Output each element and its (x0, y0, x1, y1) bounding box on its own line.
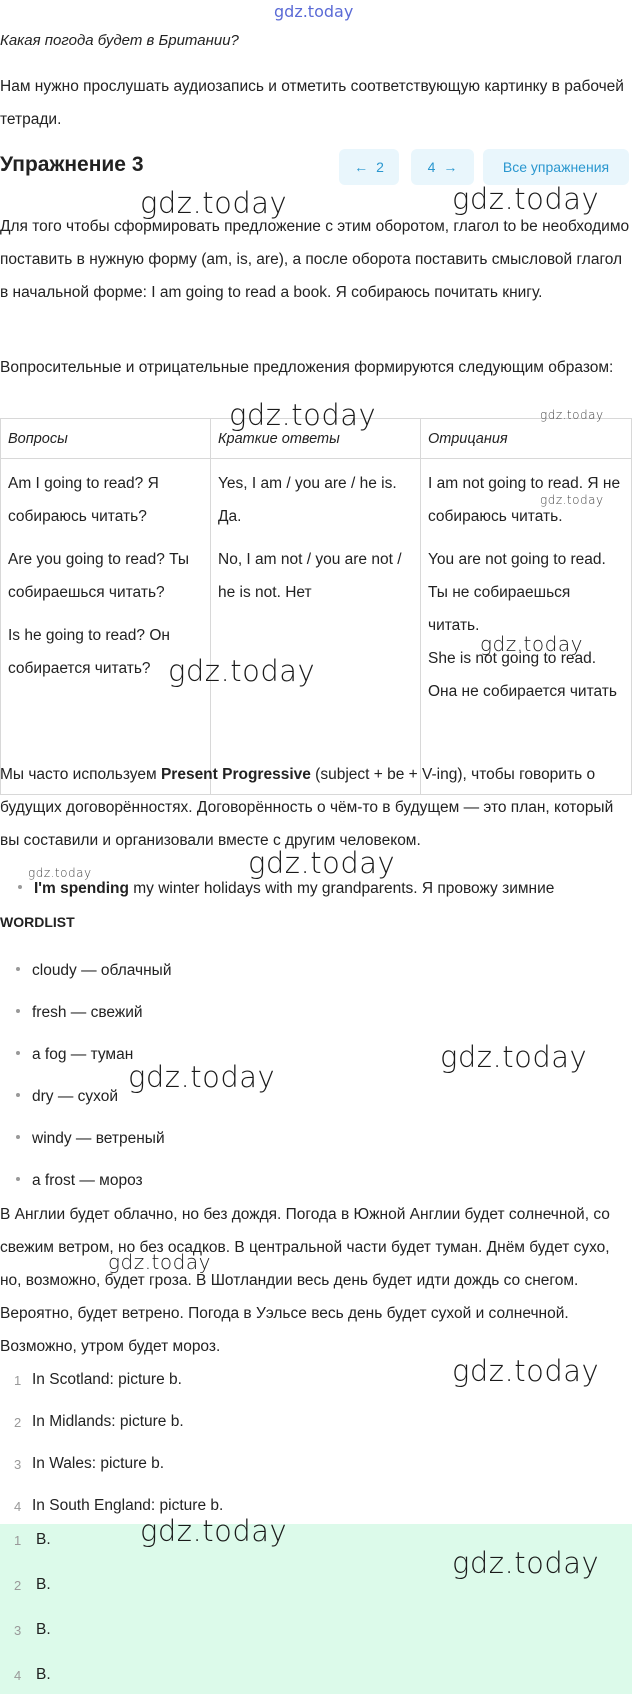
bullet-icon (16, 1177, 20, 1181)
bullet-icon (18, 885, 22, 889)
intro-text: Нам нужно прослушать аудиозапись и отметить соответствующую картинку в рабочей тетради. (0, 78, 624, 128)
prev-exercise-label: 2 (376, 159, 384, 175)
list-item: windy — ветреный (0, 1130, 165, 1148)
watermark: gdz.today (140, 1514, 288, 1548)
paragraph-questions: Вопросительные и отрицательные предложения формируются следующим образом: (0, 359, 614, 376)
table-cell-text: I am not going to read. Я не собираюсь читать. (428, 475, 621, 525)
paragraph-text: (subject + be + V-ing), чтобы говорить о будущих договорённостях. Договорённость о чём-то в будущем — это план, который вы составили и организовали вместе с другим человеком. (0, 766, 614, 849)
answer-item: B. (36, 1666, 51, 1683)
table-header: Вопросы (1, 419, 211, 459)
list-item: a fog — туман (0, 1046, 133, 1064)
arrow-left-icon: ← (354, 159, 369, 175)
exercise-title: Упражнение 3 (0, 153, 144, 176)
list-item: fresh — свежий (0, 1004, 143, 1022)
site-watermark: gdz.today (274, 2, 354, 21)
watermark: gdz.today (108, 1250, 211, 1274)
arrow-right-icon: → (443, 159, 458, 175)
bullet-icon (16, 1009, 20, 1013)
watermark: gdz.today (248, 846, 396, 880)
watermark: gdz.today (229, 398, 377, 432)
watermark: gdz.today (128, 1060, 276, 1094)
answer-item: B. (36, 1621, 51, 1638)
list-item: dry — сухой (0, 1088, 118, 1106)
table-cell-text: You are not going to read. Ты не собираешься читать. (428, 551, 606, 634)
table-cell-text: Are you going to read? Ты собираешься читать? (8, 551, 190, 601)
list-item: cloudy — облачный (0, 962, 171, 980)
answer-item: B. (36, 1576, 51, 1593)
answer-number: 2 (14, 1415, 22, 1430)
answer-item: In Scotland: picture b. (32, 1371, 182, 1388)
table-cell-text: No, I am not / you are not / he is not. Нет (218, 551, 402, 601)
all-exercises-button[interactable]: Все упражнения (483, 149, 629, 185)
answer-number: 4 (14, 1499, 22, 1514)
bullet-icon (16, 1051, 20, 1055)
grammar-table (0, 418, 632, 795)
table-header: Отрицания (421, 419, 632, 459)
translation-text: В Англии будет облачно, но без дождя. Погода в Южной Англии будет солнечной, со свежим ветром, но без осадков. В центральной части будет туман. Днём будет сухо, но, возможно, будет гроза. В Шотландии весь день будет идти дождь со снегом. Вероятно, будет ветрено. Погода в Уэльсе весь день будет сухой и солнечной. Возможно, утром будет мороз. (0, 1206, 610, 1355)
answer-item: B. (36, 1531, 51, 1548)
answer-item: In South England: picture b. (32, 1497, 224, 1514)
answer-number: 1 (14, 1533, 22, 1548)
subtitle: Какая погода будет в Британии? (0, 32, 239, 49)
answer-item: In Wales: picture b. (32, 1455, 165, 1472)
answer-number: 1 (14, 1373, 22, 1388)
watermark: gdz.today (140, 186, 288, 220)
bullet-icon (16, 967, 20, 971)
watermark: gdz.today (452, 1354, 600, 1388)
watermark: gdz.today (480, 632, 583, 656)
paragraph-to-be: Для того чтобы сформировать предложение с этим оборотом, глагол to be необходимо поставить в нужную форму (am, is, are), а после оборота поставить смысловой глагол в начальной форме: I am going to read a book. Я собираюсь почитать книгу. (0, 218, 630, 301)
watermark: gdz.today (440, 1040, 588, 1074)
table-cell-text: She is not going to read. Она не собирается читать (428, 650, 617, 700)
next-exercise-label: 4 (427, 159, 436, 175)
bullet-icon (16, 1135, 20, 1139)
paragraph-text: Мы часто используем (0, 766, 161, 783)
answer-number: 3 (14, 1457, 22, 1472)
paragraph-present-progressive (0, 758, 632, 857)
table-cell-short-answers (211, 459, 421, 795)
example-bold: I'm spending (34, 880, 129, 897)
watermark: gdz.today (168, 654, 316, 688)
watermark: gdz.today (452, 1546, 600, 1580)
answer-number: 3 (14, 1623, 22, 1638)
table-cell-text: Yes, I am / you are / he is. Да. (218, 475, 397, 525)
example-sentence (0, 880, 554, 898)
watermark: gdz.today (28, 866, 92, 880)
list-item: a frost — мороз (0, 1172, 143, 1190)
bullet-icon (16, 1093, 20, 1097)
table-row (1, 459, 632, 795)
watermark: gdz.today (540, 493, 604, 507)
example-text: my winter holidays with my grandparents. Я провожу зимние (128, 880, 555, 897)
paragraph-bold-term: Present Progressive (160, 766, 311, 783)
watermark: gdz.today (452, 182, 600, 216)
answer-number: 4 (14, 1668, 22, 1683)
wordlist-title: WORDLIST (0, 914, 75, 930)
table-header: Краткие ответы (211, 419, 421, 459)
table-cell-questions (1, 459, 211, 795)
table-cell-negations (421, 459, 632, 795)
next-exercise-button[interactable] (411, 149, 474, 185)
watermark: gdz.today (540, 408, 604, 422)
table-cell-text: Am I going to read? Я собираюсь читать? (8, 475, 159, 525)
prev-exercise-button[interactable] (339, 149, 399, 185)
answer-number: 2 (14, 1578, 22, 1593)
answer-item: In Midlands: picture b. (32, 1413, 184, 1430)
table-cell-text: Is he going to read? Он собирается читать? (8, 627, 170, 677)
